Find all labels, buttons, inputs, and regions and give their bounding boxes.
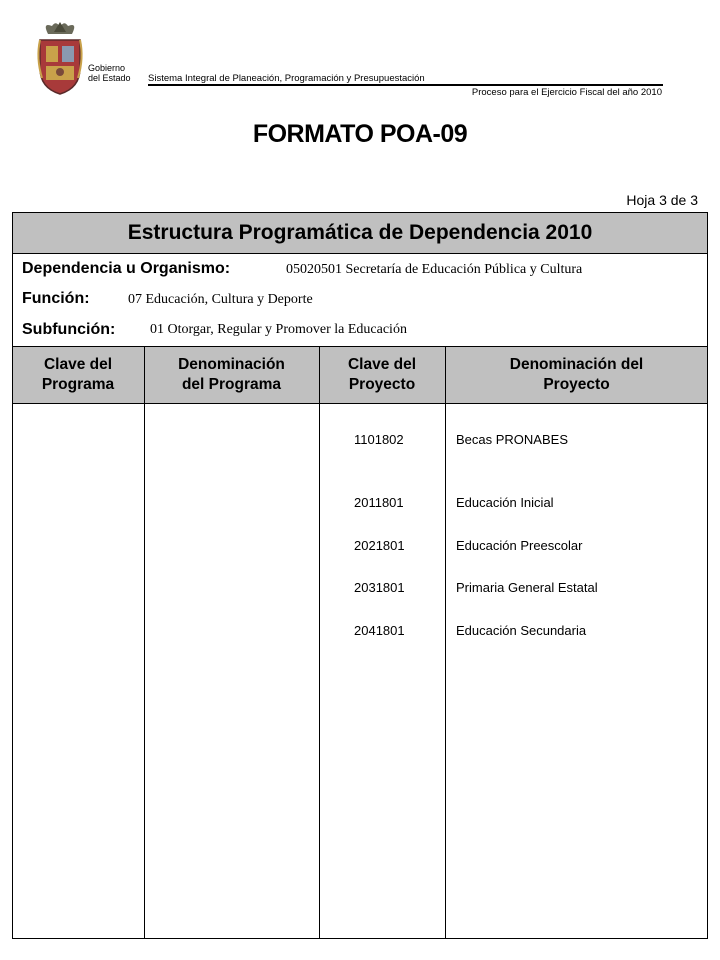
denominacion-proyecto-cell: Educación Preescolar (456, 538, 583, 553)
system-title: Sistema Integral de Planeación, Programación y Presupuestación (148, 73, 425, 84)
dependencia-value: 05020501 Secretaría de Educación Pública y Cultura (286, 262, 583, 277)
column-divider (144, 346, 145, 939)
col-header-clave-programa: Clave del Programa (41, 356, 115, 393)
denominacion-proyecto-cell: Primaria General Estatal (456, 580, 598, 595)
dependencia-label: Dependencia u Organismo: (22, 260, 231, 277)
subfuncion-value: 01 Otorgar, Regular y Promover la Educación (150, 322, 407, 337)
col-header-denominacion-programa: Denominación del Programa (178, 356, 285, 393)
page-indicator: Hoja 3 de 3 (626, 192, 698, 208)
col-header-denominacion-proyecto: Denominación del Proyecto (509, 356, 644, 393)
process-text: Proceso para el Ejercicio Fiscal del año 2010 (471, 87, 662, 98)
funcion-value: 07 Educación, Cultura y Deporte (128, 292, 313, 307)
structure-title: Estructura Programática de Dependencia 2010 (12, 212, 708, 254)
funcion-label: Función: (22, 290, 90, 307)
clave-proyecto-cell: 2011801 (354, 495, 404, 510)
denominacion-proyecto-cell: Educación Inicial (456, 495, 554, 510)
subfuncion-label: Subfunción: (22, 321, 116, 338)
header-divider (148, 84, 663, 86)
clave-proyecto-cell: 1101802 (354, 432, 404, 447)
column-divider (319, 346, 320, 939)
form-title: FORMATO POA-09 (252, 120, 468, 148)
gobierno-label-line1: Gobierno (88, 63, 126, 73)
gobierno-label-line2: del Estado (88, 73, 131, 83)
denominacion-proyecto-cell: Becas PRONABES (456, 432, 568, 447)
clave-proyecto-cell: 2021801 (354, 538, 405, 553)
denominacion-proyecto-cell: Educación Secundaria (456, 623, 587, 638)
col-header-clave-proyecto: Clave del Proyecto (347, 356, 417, 393)
state-seal-logo (34, 18, 86, 96)
clave-proyecto-cell: 2031801 (354, 580, 405, 595)
column-divider (445, 346, 446, 939)
clave-proyecto-cell: 2041801 (354, 623, 405, 638)
